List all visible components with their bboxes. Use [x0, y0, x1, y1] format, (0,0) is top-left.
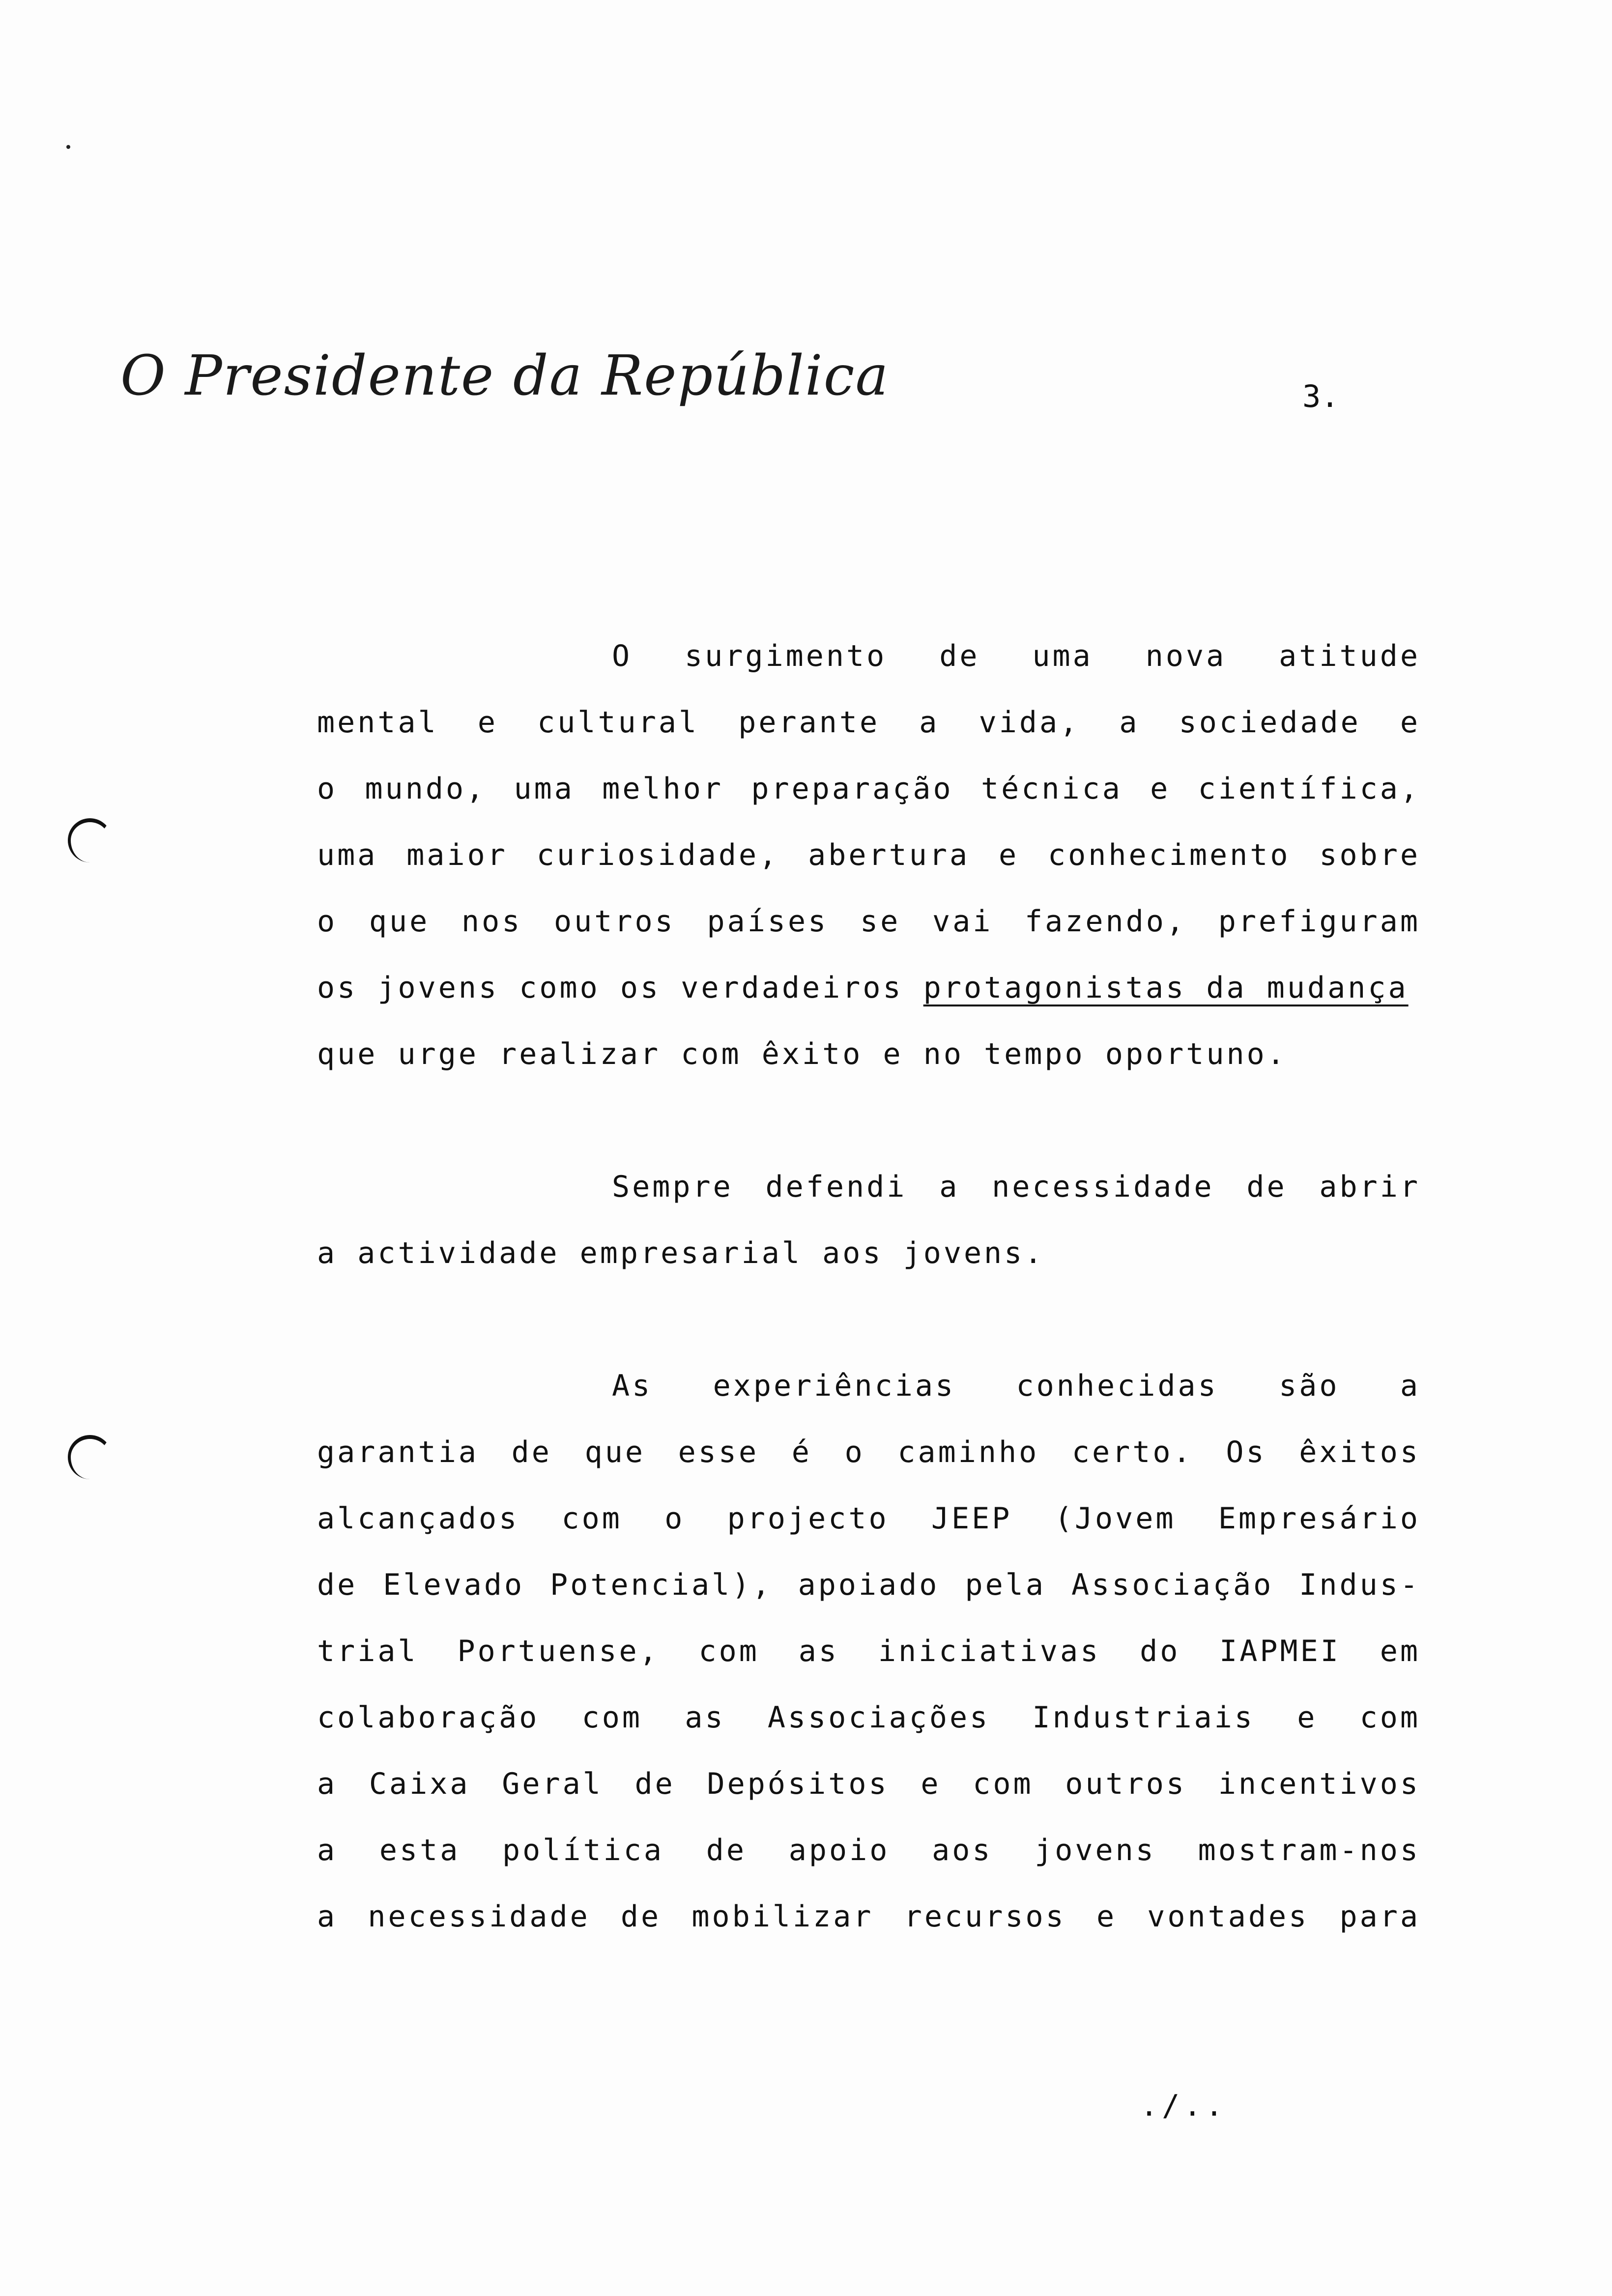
- punch-hole-icon: [68, 1435, 112, 1479]
- letterhead: O Presidente da República: [120, 344, 890, 408]
- scan-speck: [66, 145, 70, 149]
- paragraph-line: O surgimento de uma nova atitude: [612, 639, 1420, 673]
- paragraph-line: trial Portuense, com as iniciativas do IAPMEI em: [317, 1634, 1420, 1668]
- paragraph-line: de Elevado Potencial), apoiado pela Associação Indus-: [317, 1568, 1420, 1602]
- paragraph-line: a esta política de apoio aos jovens mostram-nos: [317, 1833, 1420, 1867]
- paragraph-line: Sempre defendi a necessidade de abrir: [612, 1170, 1420, 1204]
- paragraph-line: a Caixa Geral de Depósitos e com outros incentivos: [317, 1767, 1420, 1801]
- punch-hole-icon: [68, 818, 112, 862]
- paragraph-line: o mundo, uma melhor preparação técnica e científica,: [317, 772, 1420, 806]
- paragraph-line: a actividade empresarial aos jovens.: [317, 1236, 1045, 1270]
- paragraph-line: a necessidade de mobilizar recursos e vontades para: [317, 1899, 1420, 1934]
- underlined-phrase: protagonistas da mudança: [923, 971, 1409, 1005]
- paragraph-line-text: os jovens como os verdadeiros: [317, 971, 923, 1005]
- paragraph-line: uma maior curiosidade, abertura e conhecimento sobre: [317, 838, 1420, 872]
- paragraph-line: alcançados com o projecto JEEP (Jovem Empresário: [317, 1501, 1420, 1536]
- paragraph-line: que urge realizar com êxito e no tempo oportuno.: [317, 1037, 1287, 1071]
- page-number: 3.: [1302, 378, 1339, 414]
- paragraph-line: colaboração com as Associações Industriais e com: [317, 1700, 1420, 1735]
- paragraph-line: garantia de que esse é o caminho certo. Os êxitos: [317, 1435, 1420, 1469]
- continuation-mark: ./..: [1140, 2089, 1227, 2123]
- paragraph-line: mental e cultural perante a vida, a sociedade e: [317, 705, 1420, 740]
- paragraph-line: o que nos outros países se vai fazendo, prefiguram: [317, 904, 1420, 939]
- paragraph-line: [317, 968, 1420, 1007]
- paragraph-line: As experiências conhecidas são a: [612, 1369, 1420, 1403]
